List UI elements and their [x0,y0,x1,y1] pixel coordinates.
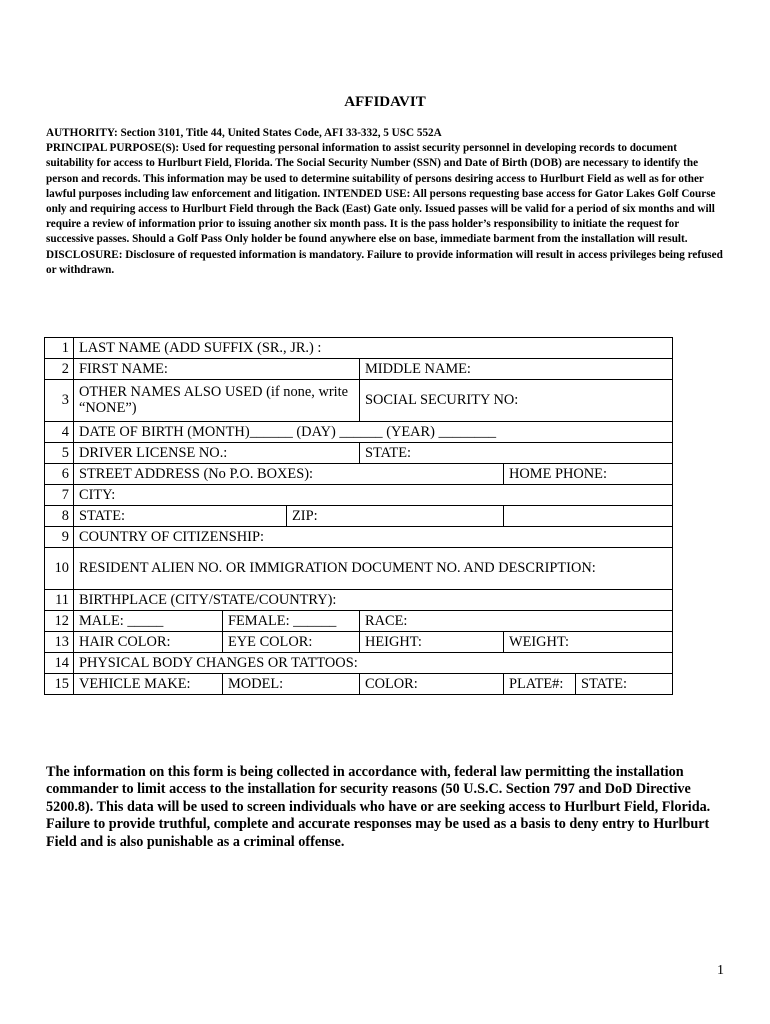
form-row-3 [45,380,673,422]
form-row-5 [45,443,673,464]
birthplace-field[interactable]: BIRTHPLACE (CITY/STATE/COUNTRY): [74,590,673,611]
form-row-4 [45,422,673,443]
first-name-field[interactable]: FIRST NAME: [74,359,360,380]
document-title: AFFIDAVIT [344,94,426,110]
body-changes-field[interactable]: PHYSICAL BODY CHANGES OR TATTOOS: [74,653,673,674]
form-row-8 [45,506,673,527]
affidavit-form-table [44,337,673,695]
other-names-field[interactable]: OTHER NAMES ALSO USED (if none, write “NONE”) [74,380,360,422]
home-phone-field[interactable]: HOME PHONE: [504,464,673,485]
eye-color-field[interactable]: EYE COLOR: [223,632,360,653]
date-of-birth-field[interactable]: DATE OF BIRTH (MONTH)______ (DAY) ______ (YEAR) ________ [74,422,673,443]
blank-field[interactable] [504,506,673,527]
form-row-1 [45,338,673,359]
row-number: 5 [45,443,74,464]
social-security-field[interactable]: SOCIAL SECURITY NO: [360,380,673,422]
female-field[interactable]: FEMALE: ______ [223,611,360,632]
vehicle-make-field[interactable]: VEHICLE MAKE: [74,674,223,695]
vehicle-color-field[interactable]: COLOR: [360,674,504,695]
row-number: 1 [45,338,74,359]
row-number: 11 [45,590,74,611]
collection-notice: The information on this form is being collected in accordance with, federal law permitting the installation commander to limit access to the installation for security reasons (50 U.S.C. Section 797 and DoD Directive 5200.8). This data will be used to screen individuals who have or are seeking access to Hurlburt Field, Florida. Failure to provide truthful, complete and accurate responses may be used as a basis to deny entry to Hurlburt Field and is also punishable as a criminal offense. [46,764,711,850]
hair-color-field[interactable]: HAIR COLOR: [74,632,223,653]
row-number: 12 [45,611,74,632]
form-row-6 [45,464,673,485]
row-number: 13 [45,632,74,653]
resident-alien-field[interactable]: RESIDENT ALIEN NO. OR IMMIGRATION DOCUMENT NO. AND DESCRIPTION: [74,548,673,590]
purpose-disclosure-text: PRINCIPAL PURPOSE(S): Used for requesting personal information to assist security personnel in developing records to document suitability for access to Hurlburt Field, Florida. The Social Security Number (SSN) and Date of Birth (DOB) are necessary to identify the person and records. This information may be used to determine suitability of persons desiring access to Hurlburt Field as well as for other lawful purposes including law enforcement and litigation. INTENDED USE: All persons requesting base access for Gator Lakes Golf Course only and requiring access to Hurlburt Field through the Back (East) Gate only. Issued passes will be valid for a period of six months and will require a review of information prior to issuing another six month pass. It is the pass holder’s responsibility to initiate the request for successive passes. Should a Golf Pass Only holder be found anywhere else on base, immediate barment from the installation will result. DISCLOSURE: Disclosure of requested information is mandatory. Failure to provide information will result in access privileges being refused or withdrawn. [46,142,723,276]
form-row-13 [45,632,673,653]
plate-state-field[interactable]: STATE: [576,674,673,695]
row-number: 14 [45,653,74,674]
row-number: 10 [45,548,74,590]
middle-name-field[interactable]: MIDDLE NAME: [360,359,673,380]
form-row-15 [45,674,673,695]
vehicle-model-field[interactable]: MODEL: [223,674,360,695]
male-field[interactable]: MALE: _____ [74,611,223,632]
row-number: 9 [45,527,74,548]
state-field[interactable]: STATE: [74,506,287,527]
form-row-9 [45,527,673,548]
street-address-field[interactable]: STREET ADDRESS (No P.O. BOXES): [74,464,504,485]
row-number: 8 [45,506,74,527]
row-number: 3 [45,380,74,422]
row-number: 2 [45,359,74,380]
weight-field[interactable]: WEIGHT: [504,632,673,653]
city-field[interactable]: CITY: [74,485,673,506]
form-row-10 [45,548,673,590]
race-field[interactable]: RACE: [360,611,673,632]
authority-line: AUTHORITY: Section 3101, Title 44, United States Code, AFI 33-332, 5 USC 552A [46,127,442,139]
page-number: 1 [717,963,724,978]
form-row-11 [45,590,673,611]
form-row-12 [45,611,673,632]
row-number: 15 [45,674,74,695]
driver-license-field[interactable]: DRIVER LICENSE NO.: [74,443,360,464]
row-number: 6 [45,464,74,485]
row-number: 7 [45,485,74,506]
form-row-7 [45,485,673,506]
citizenship-field[interactable]: COUNTRY OF CITIZENSHIP: [74,527,673,548]
height-field[interactable]: HEIGHT: [360,632,504,653]
license-state-field[interactable]: STATE: [360,443,673,464]
last-name-field[interactable]: LAST NAME (ADD SUFFIX (SR., JR.) : [74,338,673,359]
authority-statement [46,126,726,278]
form-row-2 [45,359,673,380]
form-row-14 [45,653,673,674]
row-number: 4 [45,422,74,443]
plate-field[interactable]: PLATE#: [504,674,576,695]
zip-field[interactable]: ZIP: [287,506,504,527]
